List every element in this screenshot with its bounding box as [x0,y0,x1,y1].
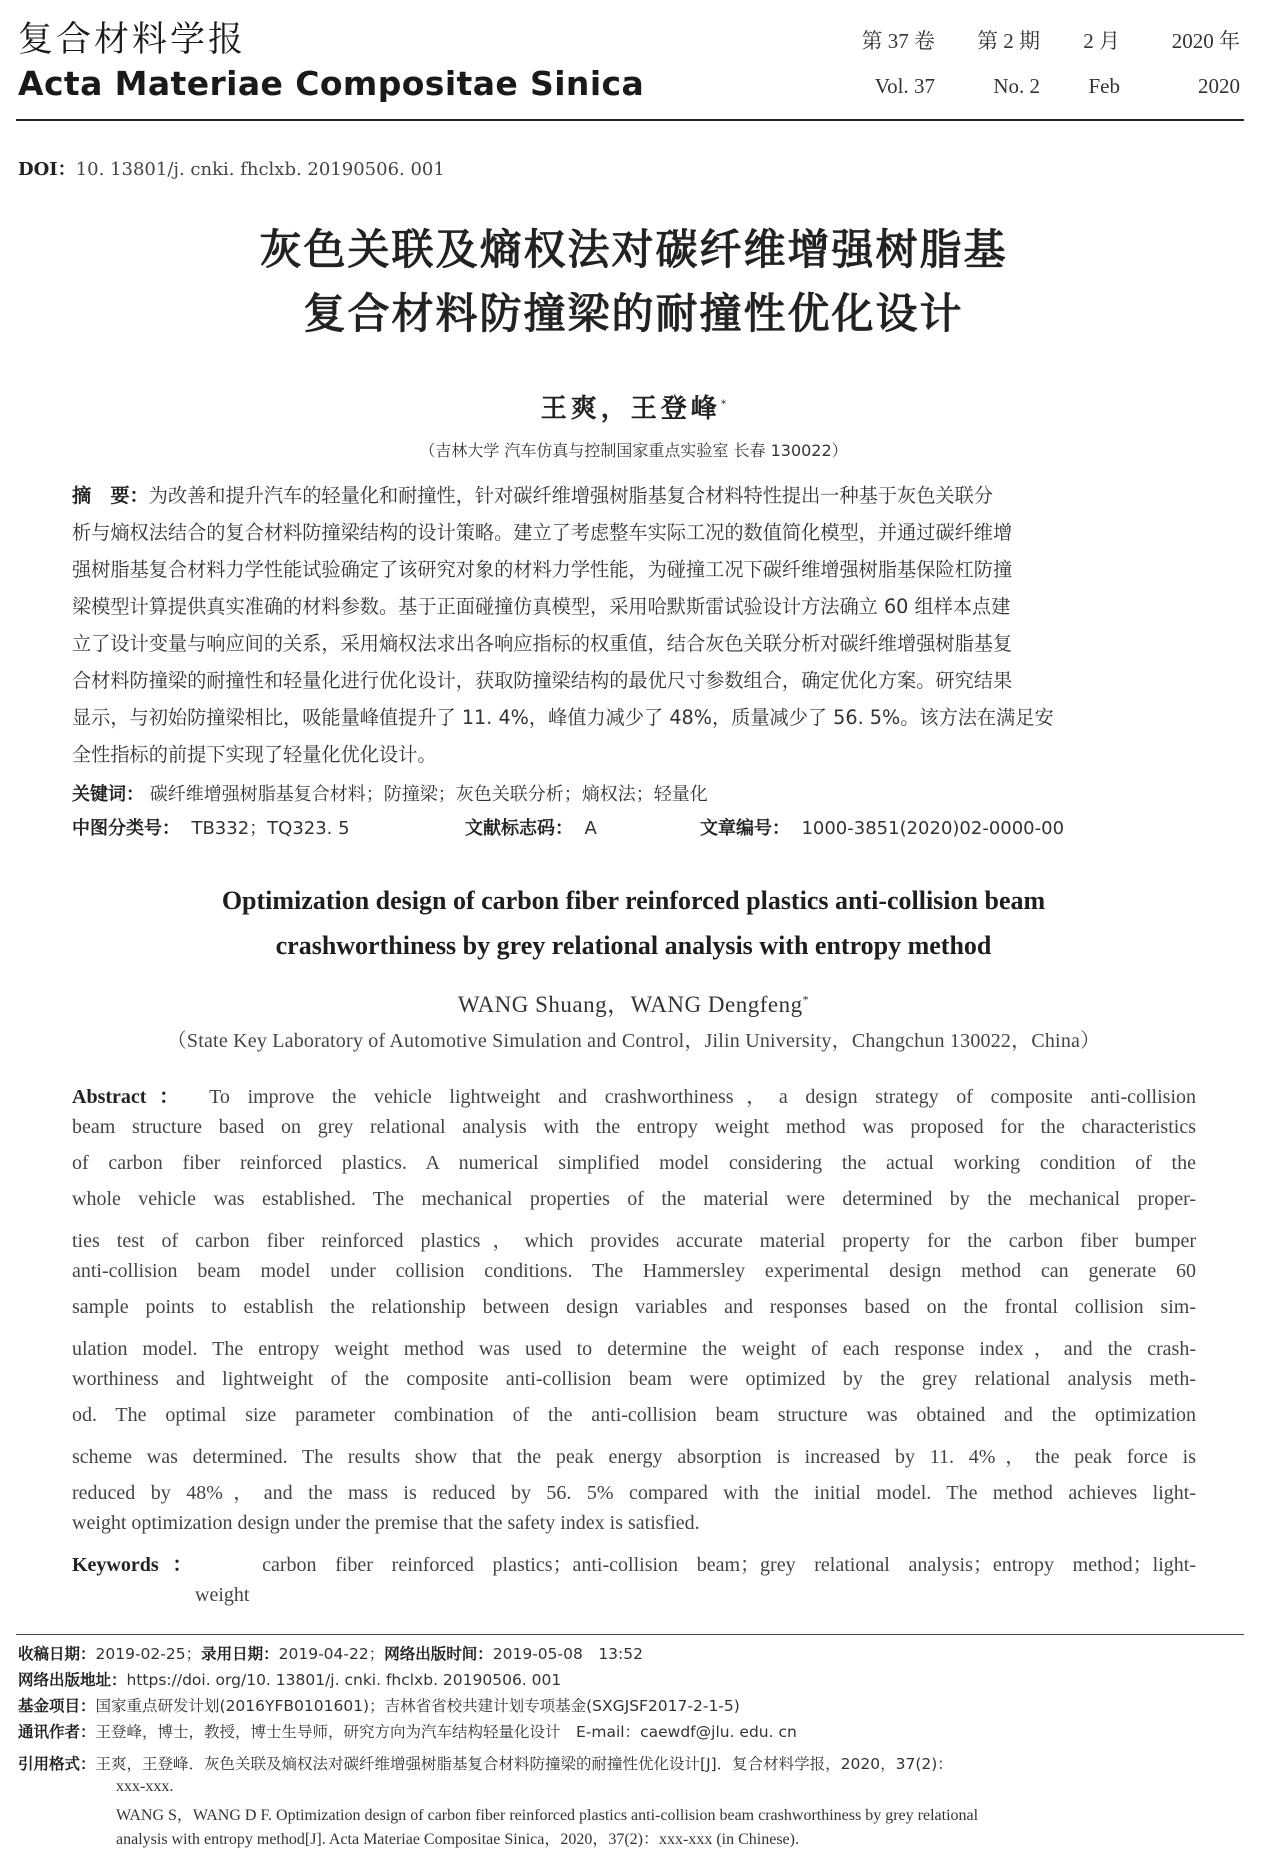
cn-abstract-line: 合材料防撞梁的耐撞性和轻量化进行优化设计，获取防撞梁结构的最优尺寸参数组合，确定优化方案。研究结果 [72,669,1013,692]
en-keywords-label: Keywords： [72,1554,207,1576]
cn-doc-code-label: 文献标志码： [465,818,573,839]
cn-doc-code-value: A [584,818,597,839]
received-dates: 收稿日期：2019-02-25；录用日期：2019-04-22；网络出版时间：2019-05-08 13:52 [18,1645,643,1663]
cn-abstract-line: 梁模型计算提供真实准确的材料参数。基于正面碰撞仿真模型，采用哈默斯雷试验设计方法确立 60 组样本点建 [72,595,1011,618]
en-abstract-line: sample points to establish the relationship between design variables and responses based on the frontal collision sim- [72,1296,1196,1318]
cn-abstract-line: 强树脂基复合材料力学性能试验确定了该研究对象的材料力学性能，为碰撞工况下碳纤维增强树脂基保险杠防撞 [72,558,1013,581]
en-abstract-line: ulation model. The entropy weight method was used to determine the weight of each response index，and the crash- [72,1338,1196,1360]
en-abstract-label: Abstract： [72,1086,192,1108]
cn-affiliation: （吉林大学 汽车仿真与控制国家重点实验室 长春 130022） [419,441,848,460]
cn-article-no-label: 文章编号： [700,818,790,839]
journal-title-cn: 复合材料学报 [18,20,247,60]
en-keywords-value: carbon fiber reinforced plastics；anti-collision beam；grey relational analysis；entropy method；light- [262,1554,1196,1576]
doi-line [18,155,445,181]
en-abstract-line: anti-collision beam model under collision conditions. The Hammersley experimental design method can generate 60 [72,1260,1196,1282]
en-title-line-2: crashworthiness by grey relational analysis with entropy method [275,931,992,960]
en-abstract-line: beam structure based on grey relational analysis with the entropy weight method was proposed for the characteristics [72,1116,1196,1138]
en-author-names: WANG Shuang，WANG Dengfeng [457,992,803,1017]
en-corresponding-mark: * [802,992,810,1007]
en-abstract-line: Abstract： To improve the vehicle lightweight and crashworthiness，a design strategy of composite anti-collision [72,1086,1197,1108]
en-abstract-line: of carbon fiber reinforced plastics. A numerical simplified model considering the actual working condition of the [72,1152,1196,1174]
en-abstract-line: od. The optimal size parameter combination of the anti-collision beam structure was obtained and the optimization [72,1404,1196,1426]
en-abstract-line: whole vehicle was established. The mechanical properties of the material were determined by the mechanical proper- [72,1188,1196,1210]
issue-en: No. 2 [993,74,1040,98]
doi-value: 10. 13801/j. cnki. fhclxb. 20190506. 001 [75,159,445,180]
cn-clc [72,814,350,840]
en-keywords [72,1548,1196,1577]
journal-title-en: Acta Materiae Compositae Sinica [18,64,645,103]
doi-label: DOI： [18,159,76,180]
en-abstract-line: reduced by 48%，and the mass is reduced by 56. 5% compared with the initial model. The method achieves light- [72,1482,1196,1504]
cn-keywords [72,780,708,806]
cn-abstract-label: 摘 要： [72,484,149,507]
cn-abstract-line: 立了设计变量与响应间的关系，采用熵权法求出各响应指标的权重值，结合灰色关联分析对碳纤维增强树脂基复 [72,632,1013,655]
en-authors [0,986,1267,1019]
header-rule [16,119,1244,121]
en-abstract-line: weight optimization design under the premise that the safety index is satisfied. [72,1512,700,1534]
fund-info: 基金项目：国家重点研发计划(2016YFB0101601)；吉林省省校共建计划专项基金(SXGJSF2017-2-1-5) [18,1697,740,1715]
cn-keywords-label: 关键词： [72,784,144,805]
en-abstract-line: worthiness and lightweight of the composite anti-collision beam were optimized by the grey relational analysis meth- [72,1368,1196,1390]
footnote-rule [16,1634,1244,1635]
issue-cn: 第 2 期 [977,29,1040,53]
cn-abstract-line: 全性指标的前提下实现了轻量化优化设计。 [72,743,437,766]
volume-en: Vol. 37 [874,74,935,98]
year-cn: 2020 年 [1171,29,1240,53]
online-url: 网络出版地址：https://doi. org/10. 13801/j. cnki. fhclxb. 20190506. 001 [18,1671,562,1689]
en-keywords-continued: weight [195,1584,250,1606]
citation-cn: 引用格式：王爽，王登峰．灰色关联及熵权法对碳纤维增强树脂基复合材料防撞梁的耐撞性优化设计[J]．复合材料学报，2020，37(2)： [18,1755,953,1773]
year-en: 2020 [1198,74,1240,98]
cn-corresponding-mark: * [720,397,727,411]
citation-cn-continued: xxx-xxx. [116,1778,174,1795]
cn-clc-value: TB332；TQ323. 5 [191,818,350,839]
month-en: Feb [1088,74,1120,98]
cn-title-line-2: 复合材料防撞梁的耐撞性优化设计 [303,289,964,338]
en-title-line-1: Optimization design of carbon fiber reinforced plastics anti-collision beam [221,886,1046,915]
month-cn: 2 月 [1083,29,1120,53]
cn-abstract-line: 析与熵权法结合的复合材料防撞梁结构的设计策略。建立了考虑整车实际工况的数值简化模型，并通过碳纤维增 [72,521,1013,544]
cn-author-names: 王爽，王登峰 [540,394,721,424]
citation-en-line-1: WANG S，WANG D F. Optimization design of carbon fiber reinforced plastics anti-collision beam crashworthiness by grey relational [116,1807,979,1824]
cn-article-no-value: 1000-3851(2020)02-0000-00 [801,818,1065,839]
en-abstract-line: scheme was determined. The results show that the peak energy absorption is increased by 11. 4%，the peak force is [72,1446,1196,1468]
en-affiliation: （State Key Laboratory of Automotive Simulation and Control，Jilin University，Changchun 130022，China） [166,1030,1101,1052]
en-abstract-line: ties test of carbon fiber reinforced plastics，which provides accurate material property for the carbon fiber bumper [72,1230,1196,1252]
cn-clc-label: 中图分类号： [72,818,180,839]
cn-doc-code [465,814,597,840]
cn-article-no [700,814,1064,840]
corresponding-author: 通讯作者：王登峰，博士，教授，博士生导师，研究方向为汽车结构轻量化设计 E-mail：caewdf@jlu. edu. cn [18,1723,797,1741]
cn-abstract-line: 显示，与初始防撞梁相比，吸能量峰值提升了 11. 4%，峰值力减少了 48%，质量减少了 56. 5%。该方法在满足安 [72,706,1054,729]
volume-cn: 第 37 卷 [861,29,935,53]
cn-title-line-1: 灰色关联及熵权法对碳纤维增强树脂基 [259,225,1008,274]
cn-authors [0,388,1267,425]
cn-abstract-line: 摘 要：为改善和提升汽车的轻量化和耐撞性，针对碳纤维增强树脂基复合材料特性提出一种基于灰色关联分 [72,484,993,507]
citation-en-line-2: analysis with entropy method[J]. Acta Materiae Compositae Sinica，2020，37(2)：xxx-xxx (in Chinese). [116,1831,799,1848]
cn-keywords-value: 碳纤维增强树脂基复合材料；防撞梁；灰色关联分析；熵权法；轻量化 [149,784,708,805]
doi-link[interactable]: https://doi. org/10. 13801/j. cnki. fhclxb. 20190506. 001 [126,1671,562,1689]
